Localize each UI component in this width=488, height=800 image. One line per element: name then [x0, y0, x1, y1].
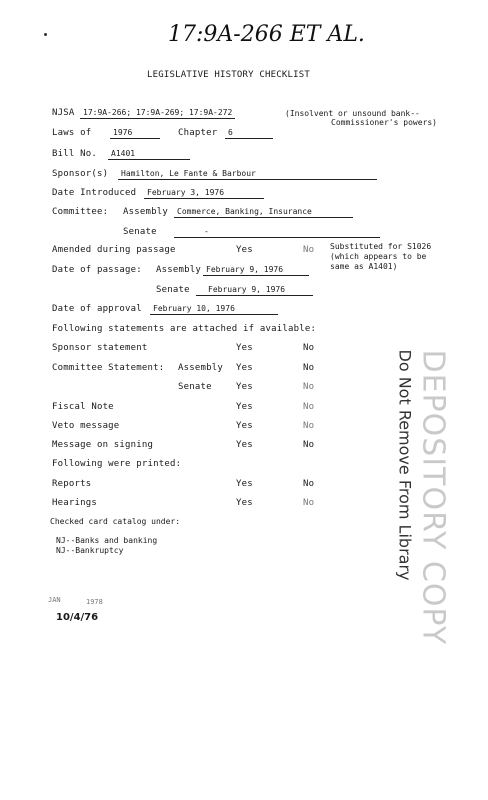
sponsors-label: Sponsor(s) — [52, 169, 109, 179]
veto-message-yes: Yes — [236, 421, 253, 431]
committee-statement-senate-no: No — [303, 382, 315, 392]
committee-statement-assembly-no: No — [303, 363, 315, 373]
passage-senate-value: February 9, 1976 — [196, 285, 313, 296]
reports-no: No — [303, 479, 315, 489]
attached-heading: Following statements are attached if available: — [52, 324, 317, 334]
veto-message-label: Veto message — [52, 421, 120, 431]
amended-note-3: same as A1401) — [330, 262, 398, 271]
reports-label: Reports — [52, 479, 92, 489]
date-introduced-label: Date Introduced — [52, 188, 137, 198]
catalog-item-1: NJ--Banks and banking — [56, 536, 158, 545]
fiscal-note-yes: Yes — [236, 402, 253, 412]
fiscal-note-no: No — [303, 402, 315, 412]
committee-statement-label: Committee Statement: — [52, 363, 165, 373]
bill-value: A1401 — [108, 149, 190, 160]
signing-message-label: Message on signing — [52, 440, 154, 450]
committee-statement-senate-label: Senate — [178, 382, 212, 392]
committee-statement-assembly-yes: Yes — [236, 363, 253, 373]
date-stamp-month: JAN — [48, 596, 61, 604]
depository-stamp — [360, 349, 451, 646]
ink-mark — [44, 33, 47, 36]
njsa-note-1: (Insolvent or unsound bank-- — [285, 109, 420, 118]
njsa-label: NJSA — [52, 108, 75, 118]
committee-statement-assembly-label: Assembly — [178, 363, 223, 373]
approval-value: February 10, 1976 — [150, 304, 278, 315]
njsa-value: 17:9A-266; 17:9A-269; 17:9A-272 — [80, 108, 235, 119]
sponsors-value: Hamilton, Le Fante & Barbour — [118, 169, 377, 180]
chapter-label: Chapter — [178, 128, 218, 138]
hearings-no: No — [303, 498, 315, 508]
passage-assembly-label: Assembly — [156, 265, 201, 275]
amended-yes: Yes — [236, 245, 253, 255]
printed-heading: Following were printed: — [52, 459, 182, 469]
handwritten-citation: 17:9A-266 ET AL. — [168, 22, 365, 47]
njsa-note-2: Commissioner's powers) — [331, 118, 437, 127]
sponsor-statement-label: Sponsor statement — [52, 343, 148, 353]
catalog-label: Checked card catalog under: — [50, 517, 181, 526]
date-introduced-value: February 3, 1976 — [144, 188, 264, 199]
hearings-label: Hearings — [52, 498, 97, 508]
approval-label: Date of approval — [52, 304, 142, 314]
veto-message-no: No — [303, 421, 315, 431]
committee-senate-label: Senate — [123, 227, 157, 237]
laws-label: Laws of — [52, 128, 92, 138]
stamp-depository-copy: DEPOSITORY COPY — [415, 349, 451, 646]
passage-assembly-value: February 9, 1976 — [203, 265, 309, 276]
amended-note-2: (which appears to be — [330, 252, 427, 261]
committee-assembly-value: Commerce, Banking, Insurance — [174, 207, 353, 218]
sponsor-statement-no: No — [303, 343, 315, 353]
amended-note-1: Substituted for S1026 — [330, 242, 432, 251]
passage-senate-label: Senate — [156, 285, 190, 295]
laws-year: 1976 — [110, 128, 160, 139]
committee-label: Committee: — [52, 207, 109, 217]
chapter-value: 6 — [225, 128, 273, 139]
hearings-yes: Yes — [236, 498, 253, 508]
amended-label: Amended during passage — [52, 245, 176, 255]
stamp-do-not-remove: Do Not Remove From Library — [395, 349, 415, 581]
reports-yes: Yes — [236, 479, 253, 489]
fiscal-note-label: Fiscal Note — [52, 402, 114, 412]
passage-label: Date of passage: — [52, 265, 142, 275]
committee-statement-senate-yes: Yes — [236, 382, 253, 392]
catalog-item-2: NJ--Bankruptcy — [56, 546, 124, 555]
page-title: LEGISLATIVE HISTORY CHECKLIST — [147, 70, 310, 80]
signing-message-yes: Yes — [236, 440, 253, 450]
committee-assembly-label: Assembly — [123, 207, 168, 217]
handwritten-date: 10/4/76 — [56, 612, 99, 623]
bill-label: Bill No. — [52, 149, 97, 159]
amended-no: No — [303, 245, 315, 255]
date-stamp-year: 1978 — [86, 598, 103, 606]
committee-senate-value: - — [174, 227, 380, 238]
signing-message-no: No — [303, 440, 315, 450]
sponsor-statement-yes: Yes — [236, 343, 253, 353]
